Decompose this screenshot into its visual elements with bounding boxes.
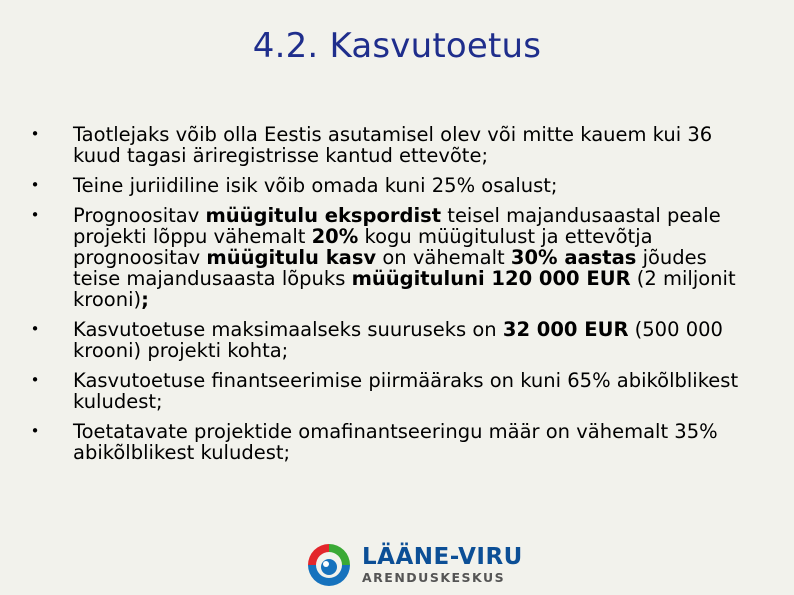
bullet-text-emphasis: 20% xyxy=(311,225,359,248)
bullet-text-part: Prognoositav xyxy=(73,204,206,227)
bullet-text-emphasis: müügitulu kasv xyxy=(206,246,377,269)
bullet-icon: • xyxy=(30,176,40,194)
bullet-item-applicant xyxy=(28,124,758,166)
bullet-text: Kasvutoetuse finantseerimise piirmääraks on kuni 65% abikõlblikest kuludest; xyxy=(73,369,739,413)
bullet-text-part: jõudes teise majandusaasta lõpuks xyxy=(73,246,707,290)
bullet-text: Teine juriidiline isik võib omada kuni 25% osalust; xyxy=(73,174,558,197)
bullet-list xyxy=(28,124,758,472)
bullet-text: Taotlejaks võib olla Eestis asutamisel olev või mitte kauem kui 36 kuud tagasi äriregistrisse kantud ettevõte; xyxy=(73,123,713,167)
swirl-logo-icon xyxy=(306,542,352,588)
bullet-text-part: Kasvutoetuse maksimaalseks suuruseks on xyxy=(73,318,503,341)
bullet-text-part: kogu müügitulust ja ettevõtja prognoositav xyxy=(73,225,653,269)
bullet-icon: • xyxy=(30,206,40,224)
slide-title: 4.2. Kasvutoetus xyxy=(252,26,542,66)
bullet-item-export-forecast xyxy=(28,205,758,310)
bullet-item-ownership xyxy=(28,175,758,196)
bullet-text-emphasis: müügitulu ekspordist xyxy=(205,204,442,227)
bullet-text-emphasis: 30% aastas xyxy=(510,246,637,269)
bullet-item-self-financing xyxy=(28,421,758,463)
bullet-item-funding-limit xyxy=(28,370,758,412)
bullet-text-emphasis: 32 000 EUR xyxy=(502,318,629,341)
bullet-text-emphasis: müügituluni 120 000 EUR xyxy=(351,267,631,290)
bullet-icon: • xyxy=(30,125,40,143)
bullet-text-emphasis: ; xyxy=(141,288,149,311)
bullet-text: Toetatavate projektide omafinantseeringu määr on vähemalt 35% abikõlblikest kuludest; xyxy=(73,420,718,464)
bullet-text-part: (2 miljonit krooni) xyxy=(73,267,736,311)
bullet-text-part: on vähemalt xyxy=(376,246,511,269)
bullet-icon: • xyxy=(30,371,40,389)
logo-subtitle: ARENDUSKESKUS xyxy=(362,570,506,585)
organization-logo xyxy=(306,540,523,592)
bullet-text-part: teisel majandusaastal peale projekti lõppu vähemalt xyxy=(73,204,721,248)
bullet-icon: • xyxy=(30,422,40,440)
logo-name: LÄÄNE-VIRU xyxy=(362,544,523,570)
bullet-text-part: (500 000 krooni) projekti kohta; xyxy=(73,318,723,362)
bullet-icon: • xyxy=(30,320,40,338)
bullet-item-max-amount xyxy=(28,319,758,361)
